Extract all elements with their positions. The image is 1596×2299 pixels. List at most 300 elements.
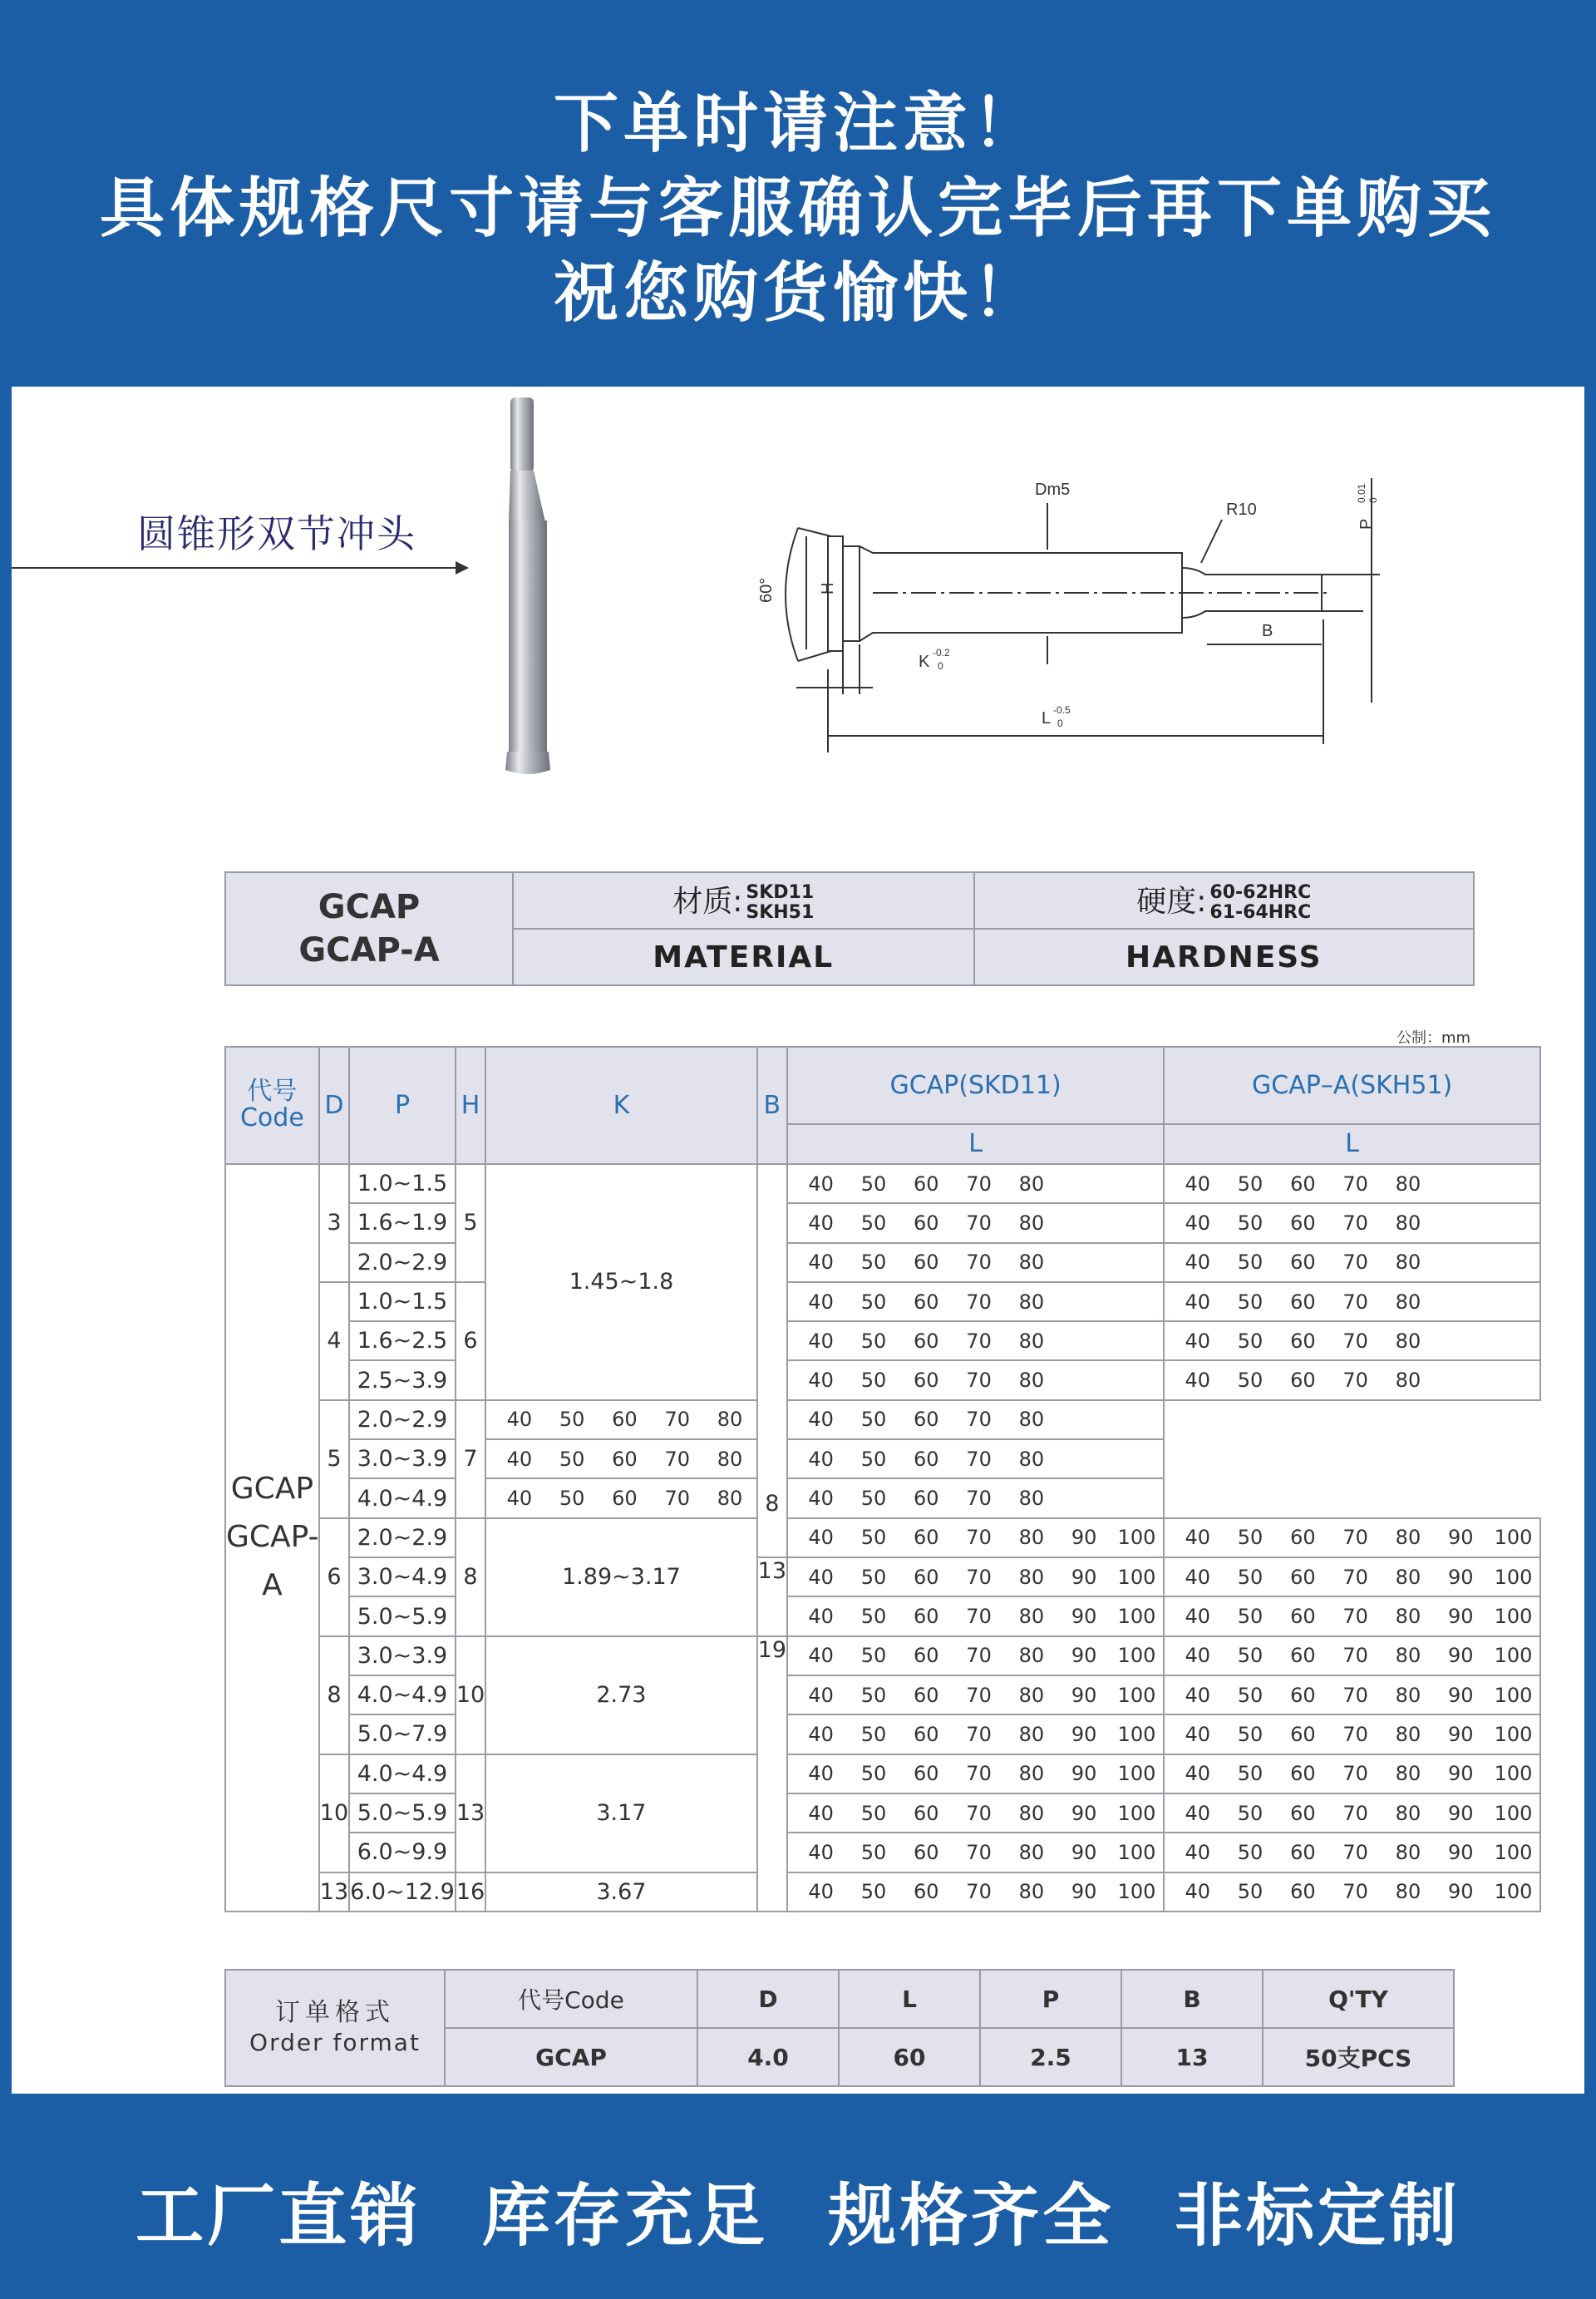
l-value: 80 bbox=[1018, 1801, 1045, 1825]
l-value: 100 bbox=[1117, 1801, 1156, 1825]
l-values-gcap bbox=[787, 1596, 1164, 1635]
table-row bbox=[225, 1282, 1540, 1321]
l-value: 60 bbox=[1290, 1762, 1316, 1786]
l-value: 60 bbox=[1290, 1251, 1316, 1275]
table-row bbox=[225, 1243, 1540, 1282]
table-row bbox=[225, 1203, 1540, 1242]
l-value: 100 bbox=[1494, 1801, 1533, 1825]
l-values-gcapa bbox=[1164, 1164, 1540, 1203]
p-cell: 2.5~3.9 bbox=[349, 1360, 456, 1399]
l-value: 70 bbox=[966, 1172, 992, 1196]
l-values-gcapa bbox=[1164, 1833, 1540, 1872]
l-value: 70 bbox=[966, 1762, 992, 1786]
b-cell: 8 bbox=[757, 1164, 787, 1557]
k-cell: 1.45~1.8 bbox=[485, 1164, 756, 1400]
p-cell: 1.0~1.5 bbox=[349, 1282, 456, 1321]
l-value: 70 bbox=[966, 1565, 992, 1589]
p-cell: 3.0~3.9 bbox=[349, 1439, 456, 1478]
l-value: 40 bbox=[808, 1329, 834, 1353]
k-tolerance: -0.2 bbox=[933, 647, 950, 659]
h-cell: 5 bbox=[456, 1164, 485, 1282]
l-value: 40 bbox=[808, 1722, 834, 1746]
k-label: K bbox=[919, 653, 930, 671]
material-1: SKD11 bbox=[746, 882, 815, 903]
l-value: 90 bbox=[1447, 1840, 1474, 1864]
table-row bbox=[225, 1400, 1540, 1439]
p-cell: 1.6~2.5 bbox=[349, 1321, 456, 1360]
product-title: 圆锥形双节冲头 bbox=[137, 511, 416, 556]
d-cell: 4 bbox=[319, 1282, 349, 1400]
l-value: 60 bbox=[1290, 1290, 1316, 1314]
l-value: 50 bbox=[860, 1487, 887, 1511]
l-value: 80 bbox=[717, 1408, 743, 1432]
l-value: 50 bbox=[860, 1762, 887, 1786]
l-value: 40 bbox=[808, 1526, 834, 1550]
table-row bbox=[225, 1833, 1540, 1872]
l-values-gcapa bbox=[787, 1439, 1164, 1478]
header-b: B bbox=[757, 1047, 787, 1164]
l-value: 80 bbox=[1018, 1251, 1045, 1275]
header-k: K bbox=[485, 1047, 756, 1164]
l-value: 50 bbox=[1237, 1683, 1264, 1707]
l-value: 50 bbox=[1237, 1762, 1264, 1786]
order-h-p: P bbox=[980, 1970, 1121, 2028]
l-value: 100 bbox=[1494, 1762, 1533, 1786]
p-cell: 4.0~4.9 bbox=[349, 1478, 456, 1517]
l-value: 70 bbox=[966, 1644, 992, 1668]
l-value: 50 bbox=[860, 1605, 887, 1628]
l-value: 40 bbox=[808, 1408, 834, 1432]
l-value: 60 bbox=[1290, 1683, 1316, 1707]
table-row bbox=[225, 1518, 1540, 1557]
l-value: 60 bbox=[1290, 1840, 1316, 1864]
table-row bbox=[225, 1596, 1540, 1635]
order-title-cn: 订单格式 bbox=[275, 1998, 395, 2027]
l-value: 70 bbox=[966, 1290, 992, 1314]
l-value: 80 bbox=[1018, 1329, 1045, 1353]
p-tolerance: 0.01 bbox=[1356, 483, 1367, 503]
footer-text: 工厂直销 库存充足 规格齐全 非标定制 bbox=[135, 2177, 1461, 2256]
l-value: 80 bbox=[1018, 1840, 1045, 1864]
l-value: 70 bbox=[664, 1447, 690, 1471]
table-row bbox=[225, 1754, 1540, 1793]
p-cell: 2.0~2.9 bbox=[349, 1400, 456, 1439]
k-cell: 2.73 bbox=[485, 1636, 756, 1754]
header-l-gcap: L bbox=[787, 1124, 1164, 1164]
l-value: 80 bbox=[1395, 1172, 1421, 1196]
header-gcapa: GCAP–A(SKH51) bbox=[1164, 1047, 1540, 1124]
l-value: 80 bbox=[1395, 1801, 1421, 1825]
l-value: 60 bbox=[914, 1526, 939, 1550]
l-value: 70 bbox=[1342, 1329, 1368, 1353]
header-h: H bbox=[456, 1047, 485, 1164]
table-row bbox=[225, 1164, 1540, 1203]
l-value: 40 bbox=[808, 1290, 834, 1314]
spec-model bbox=[225, 872, 513, 985]
l-value: 60 bbox=[612, 1447, 638, 1471]
order-title bbox=[225, 1970, 445, 2086]
p-cell: 1.6~1.9 bbox=[349, 1203, 456, 1242]
table-row bbox=[225, 1557, 1540, 1596]
l-value: 70 bbox=[966, 1801, 992, 1825]
l-value: 60 bbox=[914, 1605, 939, 1628]
l-value: 80 bbox=[717, 1487, 743, 1511]
p-cell: 5.0~5.9 bbox=[349, 1596, 456, 1635]
banner-line-3: 祝您购货愉快！ bbox=[553, 256, 1042, 331]
l-value: 80 bbox=[1018, 1605, 1045, 1628]
l-values-gcap bbox=[485, 1439, 756, 1478]
pointer-arrow-icon bbox=[456, 561, 469, 575]
l-value: 90 bbox=[1071, 1644, 1097, 1668]
p-cell: 5.0~7.9 bbox=[349, 1714, 456, 1754]
l-value: 80 bbox=[1018, 1565, 1045, 1589]
l-value: 80 bbox=[1018, 1369, 1045, 1393]
l-value: 90 bbox=[1447, 1801, 1474, 1825]
l-values-gcap bbox=[787, 1872, 1164, 1912]
pointer-line bbox=[12, 567, 461, 569]
l-values-gcapa bbox=[1164, 1636, 1540, 1675]
l-value: 100 bbox=[1117, 1565, 1156, 1589]
l-value: 40 bbox=[1185, 1644, 1211, 1668]
b-cell: 13 bbox=[757, 1557, 787, 1636]
l-value: 70 bbox=[966, 1880, 992, 1904]
d-cell: 13 bbox=[319, 1872, 349, 1912]
p-label: P bbox=[1357, 518, 1376, 530]
l-values-gcapa bbox=[1164, 1518, 1540, 1557]
order-title-en: Order format bbox=[249, 2029, 421, 2056]
h-label: H bbox=[819, 582, 837, 594]
l-value: 100 bbox=[1117, 1683, 1156, 1707]
l-value: 80 bbox=[1018, 1172, 1045, 1196]
l-value: 80 bbox=[1018, 1644, 1045, 1668]
p-cell: 2.0~2.9 bbox=[349, 1243, 456, 1282]
l-values-gcap bbox=[787, 1793, 1164, 1833]
l-value: 90 bbox=[1447, 1683, 1474, 1707]
l-value: 60 bbox=[1290, 1565, 1316, 1589]
l-value: 70 bbox=[966, 1526, 992, 1550]
l-value: 70 bbox=[1342, 1369, 1368, 1393]
code-cell bbox=[225, 1164, 319, 1912]
l-value: 60 bbox=[914, 1211, 939, 1235]
l-value: 50 bbox=[860, 1408, 887, 1432]
l-value: 60 bbox=[612, 1487, 638, 1511]
l-value: 90 bbox=[1071, 1605, 1097, 1628]
order-h-l: L bbox=[839, 1970, 980, 2028]
l-values-gcapa bbox=[1164, 1714, 1540, 1754]
l-value: 60 bbox=[914, 1408, 939, 1432]
order-v-p: 2.5 bbox=[980, 2028, 1121, 2086]
l-value: 40 bbox=[808, 1683, 834, 1707]
l-values-gcap bbox=[787, 1282, 1164, 1321]
table-row bbox=[225, 1714, 1540, 1754]
spec-model-1: GCAP bbox=[318, 888, 421, 926]
l-value: 40 bbox=[1185, 1762, 1211, 1786]
l-value: 70 bbox=[1342, 1880, 1368, 1904]
l-value: 60 bbox=[914, 1172, 939, 1196]
l-values-gcap bbox=[787, 1754, 1164, 1793]
l-value: 80 bbox=[1395, 1605, 1421, 1628]
order-format-table bbox=[224, 1969, 1455, 2087]
l-values-gcap bbox=[787, 1833, 1164, 1872]
technical-drawing bbox=[748, 470, 1396, 752]
l-value: 60 bbox=[1290, 1644, 1316, 1668]
l-value: 50 bbox=[860, 1290, 887, 1314]
l-value: 100 bbox=[1117, 1605, 1156, 1628]
l-value: 40 bbox=[808, 1211, 834, 1235]
l-value: 50 bbox=[860, 1683, 887, 1707]
l-value: 40 bbox=[1185, 1329, 1211, 1353]
l-value: 70 bbox=[966, 1447, 992, 1471]
l-values-gcap bbox=[787, 1557, 1164, 1596]
hardness-1: 60-62HRC bbox=[1209, 882, 1312, 903]
l-values-gcap bbox=[787, 1636, 1164, 1675]
l-value: 70 bbox=[1342, 1211, 1368, 1235]
l-value: 70 bbox=[1342, 1840, 1368, 1864]
l-value: 50 bbox=[860, 1840, 887, 1864]
l-value: 80 bbox=[1018, 1683, 1045, 1707]
l-value: 50 bbox=[860, 1880, 887, 1904]
l-value: 100 bbox=[1494, 1565, 1533, 1589]
l-value: 70 bbox=[1342, 1644, 1368, 1668]
l-value: 60 bbox=[1290, 1801, 1316, 1825]
d-cell: 3 bbox=[319, 1164, 349, 1282]
l-value: 70 bbox=[1342, 1683, 1368, 1707]
l-value: 100 bbox=[1494, 1722, 1533, 1746]
l-value: 50 bbox=[1237, 1329, 1264, 1353]
l-values-gcap bbox=[787, 1675, 1164, 1714]
l-values-gcapa bbox=[1164, 1282, 1540, 1321]
r10-label: R10 bbox=[1226, 501, 1257, 519]
d-cell: 5 bbox=[319, 1400, 349, 1518]
l-value: 70 bbox=[966, 1683, 992, 1707]
l-value: 90 bbox=[1071, 1722, 1097, 1746]
l-value: 100 bbox=[1117, 1722, 1156, 1746]
l-value: 80 bbox=[1395, 1565, 1421, 1589]
l-value: 70 bbox=[1342, 1801, 1368, 1825]
l-value: 60 bbox=[914, 1565, 939, 1589]
l-values-gcapa bbox=[787, 1400, 1164, 1439]
l-value: 70 bbox=[966, 1605, 992, 1628]
header-code-en: Code bbox=[239, 1103, 304, 1133]
banner-line-2: 具体规格尺寸请与客服确认完毕后再下单购买 bbox=[99, 171, 1496, 246]
order-v-l: 60 bbox=[839, 2028, 980, 2086]
l-value: 100 bbox=[1117, 1840, 1156, 1864]
h-cell: 10 bbox=[456, 1636, 485, 1754]
l-value: 50 bbox=[860, 1526, 887, 1550]
l-values-gcapa bbox=[1164, 1360, 1540, 1399]
l-value: 80 bbox=[1395, 1762, 1421, 1786]
header-gcap: GCAP(SKD11) bbox=[787, 1047, 1164, 1124]
l-value: 60 bbox=[914, 1251, 939, 1275]
l-value: 50 bbox=[860, 1644, 887, 1668]
l-value: 70 bbox=[1342, 1526, 1368, 1550]
l-value: 40 bbox=[1185, 1683, 1211, 1707]
l-label: L bbox=[1042, 709, 1052, 728]
d-cell: 6 bbox=[319, 1518, 349, 1636]
material-2: SKH51 bbox=[746, 902, 815, 923]
l-value: 90 bbox=[1447, 1565, 1474, 1589]
l-value: 50 bbox=[860, 1801, 887, 1825]
table-row bbox=[225, 1360, 1540, 1399]
l-value: 50 bbox=[1237, 1605, 1264, 1628]
l-value: 100 bbox=[1494, 1526, 1533, 1550]
l-value: 60 bbox=[914, 1880, 939, 1904]
size-table bbox=[224, 1046, 1541, 1912]
order-v-code: GCAP bbox=[445, 2028, 697, 2086]
h-cell: 16 bbox=[456, 1872, 485, 1912]
p-cell: 3.0~4.9 bbox=[349, 1557, 456, 1596]
p-cell: 6.0~12.9 bbox=[349, 1872, 456, 1912]
l-value: 90 bbox=[1071, 1683, 1097, 1707]
l-value: 90 bbox=[1447, 1722, 1474, 1746]
header-l-gcapa: L bbox=[1164, 1124, 1540, 1164]
l-value: 40 bbox=[808, 1487, 834, 1511]
l-value: 40 bbox=[808, 1447, 834, 1471]
l-value: 40 bbox=[506, 1447, 533, 1471]
l-value: 100 bbox=[1494, 1840, 1533, 1864]
l-value: 50 bbox=[860, 1369, 887, 1393]
code-2: GCAP-A bbox=[226, 1520, 319, 1603]
l-value: 90 bbox=[1447, 1644, 1474, 1668]
l-value: 70 bbox=[966, 1211, 992, 1235]
bottom-banner bbox=[0, 2094, 1596, 2299]
l-value: 50 bbox=[1237, 1880, 1264, 1904]
l-value: 50 bbox=[1237, 1251, 1264, 1275]
material-cell bbox=[513, 872, 974, 929]
l-value: 60 bbox=[914, 1487, 939, 1511]
order-v-b: 13 bbox=[1121, 2028, 1263, 2086]
l-value: 40 bbox=[1185, 1211, 1211, 1235]
order-h-code: 代号Code bbox=[445, 1970, 697, 2028]
l-values-gcapa bbox=[1164, 1321, 1540, 1360]
l-value: 40 bbox=[506, 1487, 533, 1511]
l-value: 40 bbox=[808, 1172, 834, 1196]
l-value: 100 bbox=[1494, 1880, 1533, 1904]
k-cell: 1.89~3.17 bbox=[485, 1518, 756, 1636]
angle-label: 60° bbox=[757, 577, 776, 603]
p-cell: 4.0~4.9 bbox=[349, 1754, 456, 1793]
l-tolerance-zero: 0 bbox=[1057, 718, 1063, 729]
header-code bbox=[225, 1047, 319, 1164]
l-value: 80 bbox=[1018, 1447, 1045, 1471]
l-value: 70 bbox=[1342, 1605, 1368, 1628]
l-value: 50 bbox=[559, 1408, 585, 1432]
l-value: 40 bbox=[808, 1762, 834, 1786]
l-value: 80 bbox=[1018, 1762, 1045, 1786]
l-value: 70 bbox=[966, 1722, 992, 1746]
l-value: 80 bbox=[1018, 1211, 1045, 1235]
header-p: P bbox=[349, 1047, 456, 1164]
l-value: 80 bbox=[1395, 1644, 1421, 1668]
l-value: 70 bbox=[966, 1408, 992, 1432]
l-value: 40 bbox=[1185, 1290, 1211, 1314]
l-value: 90 bbox=[1447, 1880, 1474, 1904]
l-value: 50 bbox=[559, 1487, 585, 1511]
l-value: 60 bbox=[914, 1722, 939, 1746]
l-value: 60 bbox=[1290, 1369, 1316, 1393]
l-value: 40 bbox=[808, 1565, 834, 1589]
p-cell: 5.0~5.9 bbox=[349, 1793, 456, 1833]
l-value: 70 bbox=[1342, 1172, 1368, 1196]
l-value: 40 bbox=[1185, 1840, 1211, 1864]
l-value: 40 bbox=[1185, 1565, 1211, 1589]
l-value: 50 bbox=[1237, 1211, 1264, 1235]
d-cell: 10 bbox=[319, 1754, 349, 1872]
hardness-en: HARDNESS bbox=[974, 929, 1474, 985]
material-label: 材质: bbox=[672, 885, 743, 919]
l-value: 50 bbox=[1237, 1840, 1264, 1864]
spec-table bbox=[224, 871, 1475, 986]
table-row bbox=[225, 1675, 1540, 1714]
l-values-gcapa bbox=[1164, 1754, 1540, 1793]
l-value: 80 bbox=[1018, 1290, 1045, 1314]
l-value: 50 bbox=[860, 1565, 887, 1589]
punch-photo bbox=[494, 397, 560, 776]
l-value: 50 bbox=[1237, 1644, 1264, 1668]
material-en: MATERIAL bbox=[513, 929, 974, 985]
l-value: 50 bbox=[860, 1211, 887, 1235]
top-banner bbox=[0, 0, 1596, 387]
l-value: 50 bbox=[860, 1722, 887, 1746]
l-value: 60 bbox=[1290, 1722, 1316, 1746]
table-row bbox=[225, 1872, 1540, 1912]
l-value: 60 bbox=[914, 1290, 939, 1314]
l-values-gcap bbox=[787, 1203, 1164, 1242]
d-cell: 8 bbox=[319, 1636, 349, 1754]
order-h-b: B bbox=[1121, 1970, 1263, 2028]
l-value: 50 bbox=[1237, 1526, 1264, 1550]
l-value: 90 bbox=[1447, 1526, 1474, 1550]
unit-note: 公制：mm bbox=[1396, 1029, 1471, 1047]
hardness-2: 61-64HRC bbox=[1209, 902, 1312, 923]
l-value: 80 bbox=[1395, 1329, 1421, 1353]
l-value: 90 bbox=[1447, 1605, 1474, 1628]
order-v-d: 4.0 bbox=[697, 2028, 839, 2086]
l-value: 100 bbox=[1117, 1880, 1156, 1904]
l-value: 50 bbox=[1237, 1369, 1264, 1393]
h-cell: 8 bbox=[456, 1518, 485, 1636]
hardness-label: 硬度: bbox=[1136, 885, 1207, 919]
l-value: 100 bbox=[1494, 1644, 1533, 1668]
l-values-gcapa bbox=[1164, 1872, 1540, 1912]
l-value: 70 bbox=[1342, 1290, 1368, 1314]
l-values-gcap bbox=[787, 1321, 1164, 1360]
dm5-label: Dm5 bbox=[1035, 481, 1071, 499]
l-value: 70 bbox=[664, 1487, 690, 1511]
l-value: 40 bbox=[808, 1369, 834, 1393]
l-value: 70 bbox=[664, 1408, 690, 1432]
l-value: 70 bbox=[1342, 1251, 1368, 1275]
banner-line-1: 下单时请注意！ bbox=[553, 86, 1042, 161]
l-value: 80 bbox=[1018, 1408, 1045, 1432]
header-d: D bbox=[319, 1047, 349, 1164]
l-value: 70 bbox=[966, 1251, 992, 1275]
l-value: 90 bbox=[1071, 1880, 1097, 1904]
l-value: 90 bbox=[1071, 1801, 1097, 1825]
l-tolerance: -0.5 bbox=[1053, 704, 1071, 716]
table-row bbox=[225, 1478, 1540, 1517]
l-value: 70 bbox=[966, 1329, 992, 1353]
code-1: GCAP bbox=[230, 1472, 314, 1507]
l-value: 70 bbox=[1342, 1722, 1368, 1746]
l-value: 80 bbox=[1018, 1722, 1045, 1746]
l-values-gcap bbox=[787, 1164, 1164, 1203]
l-value: 90 bbox=[1071, 1762, 1097, 1786]
h-cell: 13 bbox=[456, 1754, 485, 1872]
l-value: 40 bbox=[1185, 1605, 1211, 1628]
l-value: 70 bbox=[966, 1840, 992, 1864]
l-value: 40 bbox=[808, 1801, 834, 1825]
